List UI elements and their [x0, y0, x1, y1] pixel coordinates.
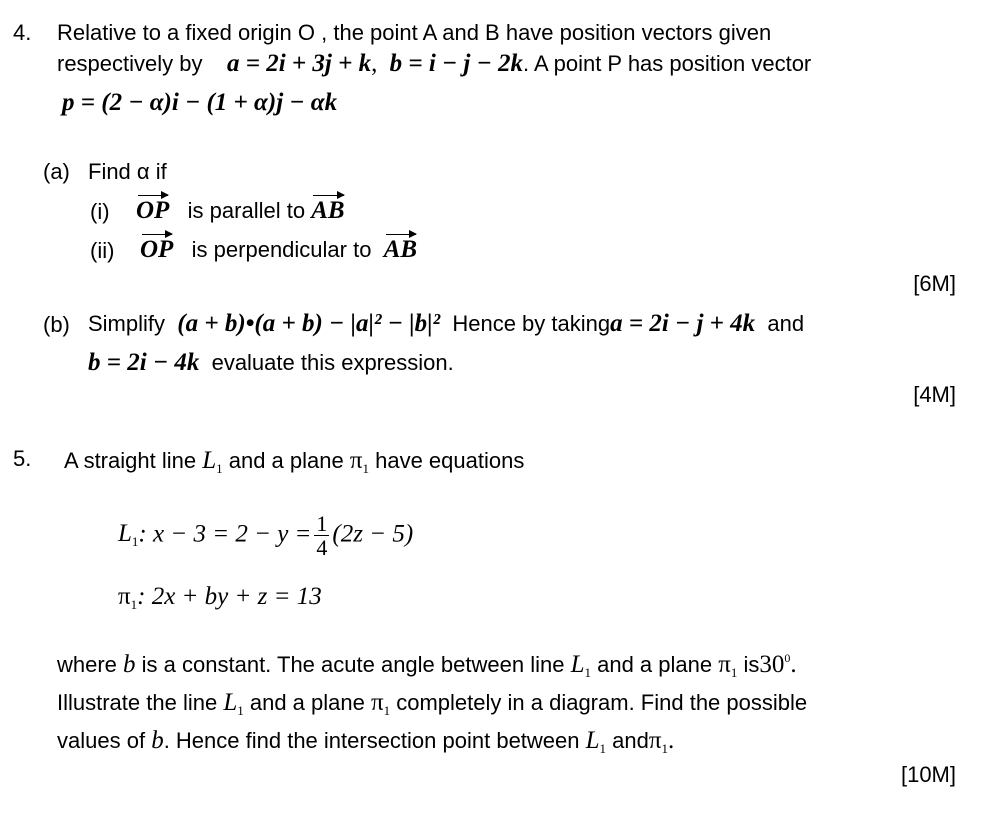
q4-line-2-text: respectively by [57, 51, 203, 76]
q4a-i-line [136, 198, 345, 223]
q5-p1-is: is [743, 652, 760, 677]
q4b-marks: [4M] [913, 382, 956, 407]
q4b-vector-a: a = 2i − j + 4k [610, 310, 756, 337]
l1-eq-left: : x − 3 = 2 − y = [138, 520, 312, 548]
line-l1: $L_1$ [223, 689, 244, 718]
one-quarter-fraction: $\frac{1}{4}$ [316, 511, 328, 561]
q4a-marks: [6M] [913, 271, 956, 296]
q5-p1-a: where [57, 652, 117, 677]
plane-pi1: $\pi_1$ [349, 447, 369, 476]
q4a-i-text: is parallel to [187, 198, 306, 223]
q4b-tail: evaluate this expression. [211, 350, 454, 375]
q4b-and: and [767, 311, 805, 336]
q4b-vector-b: b = 2i − 4k [88, 349, 200, 376]
q4b-expression: (a + b)•(a + b) − |a|² − |b|² [177, 310, 441, 337]
q4-line-1: Relative to a fixed origin O , the point A and B have position vectors given [57, 20, 772, 45]
q4a-ii-label: (ii) [90, 238, 115, 263]
q5-intro-2: and a plane [228, 448, 344, 473]
q5-paragraph-line-1: where b is a constant. The acute angle between line $L_1$ and a plane $\pi_1$ $is30^0$. [57, 651, 797, 680]
q5-intro-3: have equations [375, 448, 525, 473]
q4-line-2-tail: . A point P has position vector [523, 51, 812, 76]
plane-pi1: $\pi_1$ [370, 689, 391, 718]
line-l1-equation: $L_1$: x − 3 = 2 − y = $\frac{1}{4}$ (2z − 5) [118, 511, 414, 561]
q4a-text: Find α if [88, 159, 167, 184]
q4a-ii-text: is perpendicular to [191, 237, 372, 262]
q5-p2-c: completely in a diagram. Find the possible [396, 690, 808, 715]
line-l1: $L_1$ [570, 651, 591, 680]
q5-marks: [10M] [900, 762, 956, 787]
q4b-simplify: Simplify [88, 311, 166, 336]
constant-b: b [123, 651, 136, 678]
plane-pi1-equation: $\pi_1$: 2x + by + z = 13 [118, 583, 322, 612]
vector-p-expr: p = (2 − α)i − (1 + α)j − αk [62, 89, 338, 116]
q5-p3-a: values of [57, 728, 146, 753]
q5-intro-1: A straight line [64, 448, 197, 473]
q5-intro [64, 448, 524, 475]
vector-a-expr: a = 2i + 3j + k [226, 50, 372, 77]
vector-ab: AB [311, 197, 345, 224]
q5-number: 5. [13, 446, 32, 471]
q4a-ii-line [140, 237, 417, 262]
q5-p1-mid: is a constant. The acute angle between line [141, 652, 565, 677]
vector-b-expr: b = i − j − 2k [389, 50, 524, 77]
q4-number: 4. [13, 20, 32, 45]
vector-op: OP [140, 236, 174, 263]
pi1-eq: : 2x + by + z = 13 [137, 583, 322, 610]
q5-p3-and: and [612, 728, 649, 753]
q5-paragraph-line-3: values of b. Hence find the intersection point between $L_1$ andπ$_1$. [57, 727, 675, 756]
q4b-label: (b) [43, 312, 70, 337]
q5-paragraph-line-2 [57, 690, 807, 717]
q4b-line-1 [88, 311, 804, 336]
line-l1: $L_1$ [585, 727, 607, 756]
plane-pi1: $\pi_1$ [648, 727, 669, 756]
angle-value: $30^0$ [759, 651, 791, 678]
q5-p3-c: . Hence find the intersection point between [163, 728, 580, 753]
l1-eq-right: (2z − 5) [332, 520, 414, 548]
line-l1: $L_1$ [202, 447, 223, 476]
q4-line-2: respectively by a = 2i + 3j + k, b = i − j − 2k. A point P has position vector [57, 50, 812, 77]
q4a-i-label: (i) [90, 199, 110, 224]
vector-op: OP [136, 197, 170, 224]
q5-p2-a: Illustrate the line [57, 690, 218, 715]
q4b-line-2 [88, 350, 454, 375]
q4b-hence: Hence by taking [452, 311, 611, 336]
q4a-label: (a) [43, 159, 70, 184]
constant-b: b [151, 727, 164, 754]
plane-pi1: $\pi_1$ [718, 651, 738, 680]
q5-p1-and: and a plane [597, 652, 713, 677]
vector-ab: AB [383, 236, 418, 263]
q5-p2-b: and a plane [249, 690, 365, 715]
